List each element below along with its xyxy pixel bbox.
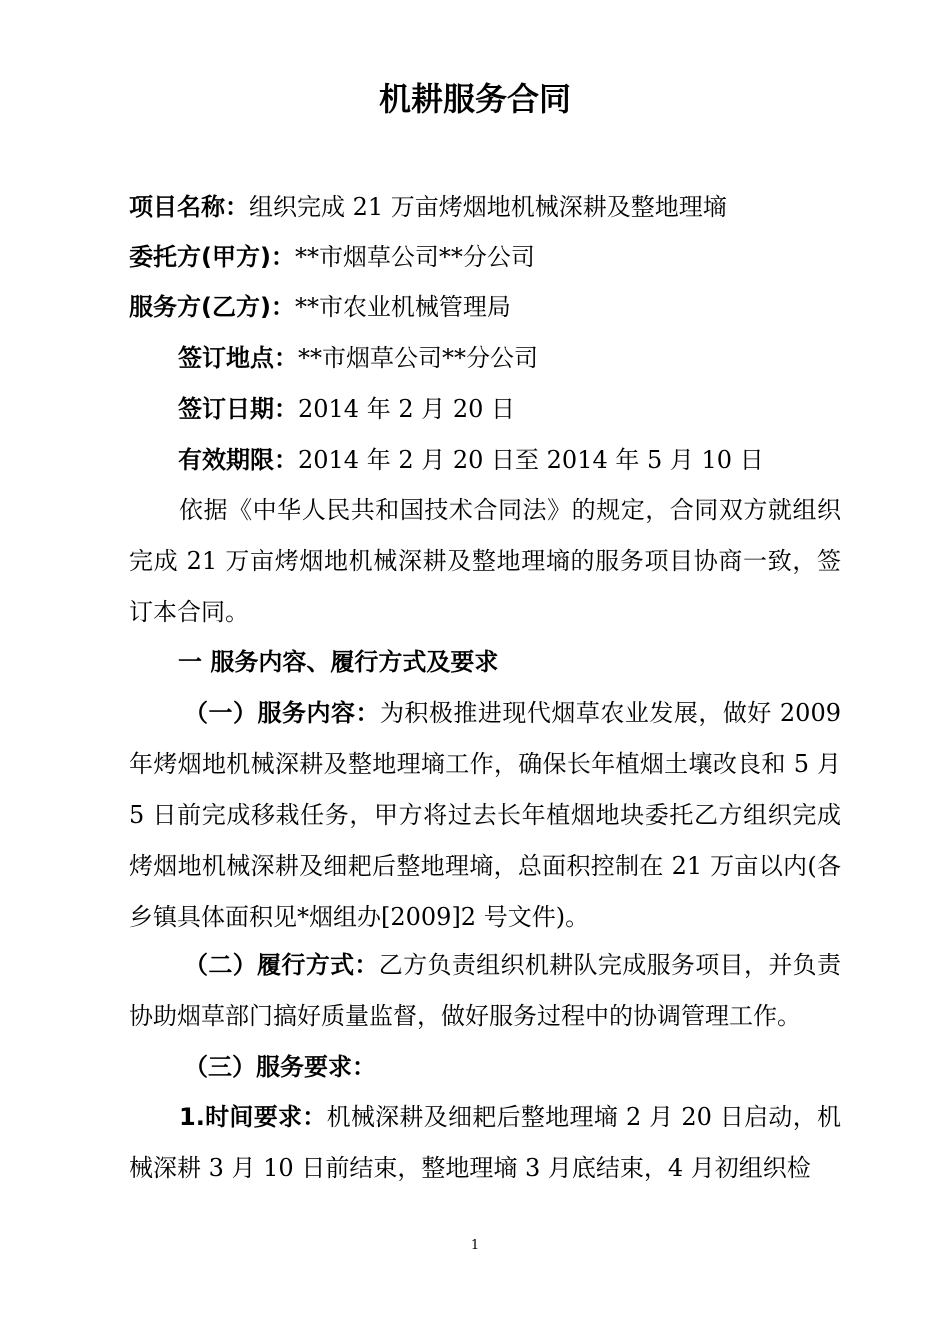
sign-place-value: **市烟草公司**分公司 [298,344,538,372]
service-content-paragraph [129,688,841,943]
sign-date-label: 签订日期： [178,395,298,423]
party-a-label: 委托方(甲方)： [129,243,295,271]
sign-place-label: 签订地点： [178,344,298,372]
time-requirement-text: 机械深耕及细耙后整地理墒 2 月 20 日启动，机械深耕 3 月 10 日前结束，整地理墒 3 月底结束，4 月初组织检 [129,1103,841,1182]
intro-paragraph: 依据《中华人民共和国技术合同法》的规定，合同双方就组织完成 21 万亩烤烟地机械深耕及整地理墒的服务项目协商一致，签订本合同。 [129,496,841,626]
project-name-value: 组织完成 21 万亩烤烟地机械深耕及整地理墒 [249,193,727,221]
sign-date-line [178,392,840,426]
validity-value: 2014 年 2 月 20 日至 2014 年 5 月 10 日 [298,446,764,474]
sign-date-value: 2014 年 2 月 20 日 [298,395,516,423]
sign-place-line [178,341,840,375]
party-a-line [129,240,841,274]
page-number: 1 [470,1238,480,1253]
time-requirement-paragraph [129,1092,841,1194]
party-b-label: 服务方(乙方)： [129,293,295,321]
fulfillment-text: 乙方负责组织机耕队完成服务项目，并负责协助烟草部门搞好质量监督，做好服务过程中的协调管理工作。 [129,951,842,1030]
fulfillment-paragraph [129,940,841,1042]
party-b-line [129,290,841,324]
service-requirements-heading: （三）服务要求： [184,1053,376,1081]
party-b-value: **市农业机械管理局 [294,293,511,321]
validity-line [178,443,840,477]
service-content-label: （一）服务内容： [184,699,380,727]
service-content-text: 为积极推进现代烟草农业发展，做好 2009 年烤烟地机械深耕及整地理墒工作，确保长年植烟土壤改良和 5 月 5 日前完成移栽任务，甲方将过去长年植烟地块委托乙方组织完成烤烟地机械深耕及细耙后整地理墒，总面积控制在 21 万亩以内(各乡镇具体面积见*烟组办[2009]2 号文件)。 [129,699,841,931]
time-requirement-label: 1.时间要求： [179,1103,327,1131]
project-name-label: 项目名称： [129,193,249,221]
validity-label: 有效期限： [178,446,298,474]
party-a-value: **市烟草公司**分公司 [294,243,535,271]
fulfillment-label: （二）履行方式： [184,951,379,979]
document-title: 机耕服务合同 [378,80,571,118]
project-name-line [129,190,841,224]
section1-heading: 一 服务内容、履行方式及要求 [178,648,499,676]
